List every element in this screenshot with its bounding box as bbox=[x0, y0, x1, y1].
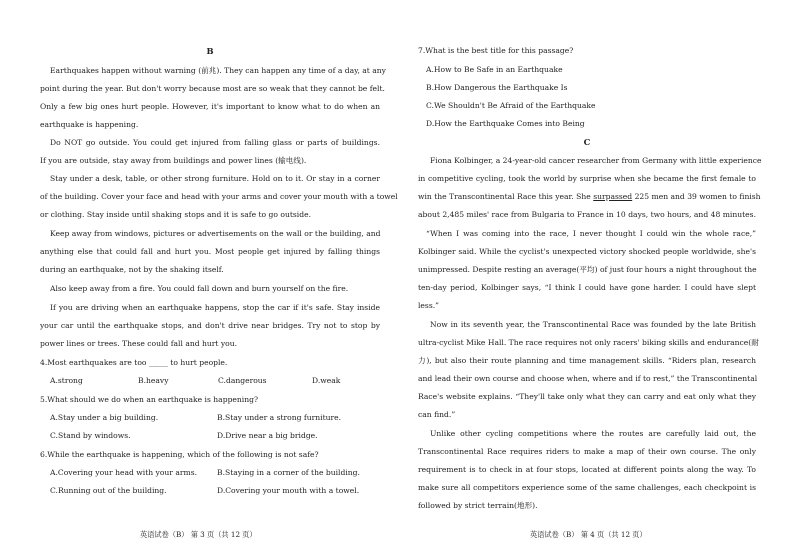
q6-option-b: B.Staying in a corner of the building. bbox=[217, 468, 360, 477]
passage-b-line: or clothing. Stay inside until shaking stops and it is safe to go outside. bbox=[40, 210, 311, 219]
passage-b-line: during an earthquake, not by the shaking itself. bbox=[40, 265, 224, 274]
passage-c-line: less.” bbox=[418, 301, 440, 310]
passage-c-line: Transcontinental Race requires riders to make a map of their own course. The only bbox=[418, 447, 756, 456]
q7-option-d: D.How the Earthquake Comes into Being bbox=[426, 119, 585, 128]
passage-c-line: and lead their own course and choose when, where and if to rest,” the Transcontinental bbox=[418, 374, 758, 383]
passage-c-line: Fiona Kolbinger, a 24-year-old cancer researcher from Germany with little experience bbox=[430, 156, 762, 165]
q6-option-a: A.Covering your head with your arms. bbox=[50, 468, 198, 477]
page-footer-left: 英语试卷（B） 第 3 页（共 12 页） bbox=[140, 530, 257, 539]
passage-c-line: “When I was coming into the race, I never thought I could win the whole race,” bbox=[426, 229, 756, 238]
passage-c-line: followed by strict terrain(地形). bbox=[418, 501, 538, 510]
q5-option-b: B.Stay under a strong furniture. bbox=[217, 413, 342, 422]
passage-b-line: point during the year. But don't worry because most are so weak that they cannot be felt. bbox=[40, 84, 385, 93]
q5-option-d: D.Drive near a big bridge. bbox=[217, 431, 318, 440]
q4-option-b: B.heavy bbox=[138, 376, 169, 385]
q7-option-b: B.How Dangerous the Earthquake Is bbox=[426, 83, 568, 92]
passage-b-line: Keep away from windows, pictures or advertisements on the wall or the building, and bbox=[50, 229, 381, 238]
passage-c-line: unimpressed. Despite resting an average(平均) of just four hours a night throughout the bbox=[418, 265, 757, 274]
passage-b-line: power lines or trees. These could fall and hurt you. bbox=[40, 339, 238, 348]
q7-option-a: A.How to Be Safe in an Earthquake bbox=[426, 65, 563, 74]
passage-b-line: anything else that could fall and hurt you. Most people get injured by falling things bbox=[40, 247, 380, 256]
question-4: 4.Most earthquakes are too _____ to hurt people. bbox=[40, 358, 228, 367]
passage-c-line: about 2,485 miles' race from Bulgaria to France in 10 days, two hours, and 48 minutes. bbox=[418, 210, 756, 219]
passage-b-line: If you are outside, stay away from buildings and power lines (输电线). bbox=[40, 156, 307, 165]
question-5: 5.What should we do when an earthquake is happening? bbox=[40, 395, 259, 404]
passage-c-line: win the Transcontinental Race this year. She surpassed 225 men and 39 women to finish bbox=[418, 192, 761, 201]
q6-option-c: C.Running out of the building. bbox=[50, 486, 167, 495]
page-footer-right: 英语试卷（B） 第 4 页（共 12 页） bbox=[530, 530, 647, 539]
passage-c-line: requirement is to check in at four stops, located at different points along the way. To bbox=[418, 465, 756, 474]
question-7: 7.What is the best title for this passage? bbox=[418, 46, 574, 55]
passage-c-line: Kolbinger said. While the cyclist's unexpected victory shocked people worldwide, she's bbox=[418, 247, 756, 256]
passage-b-line: of the building. Cover your face and head with your arms and cover your mouth with a towel bbox=[40, 192, 398, 201]
passage-c-line: can find.” bbox=[418, 410, 456, 419]
passage-b-line: Also keep away from a fire. You could fall down and burn yourself on the fire. bbox=[50, 284, 349, 293]
underlined-word: surpassed bbox=[593, 192, 633, 201]
passage-c-line: in competitive cycling, took the world by surprise when she became the first female to bbox=[418, 174, 756, 183]
passage-b-line: earthquake is happening. bbox=[40, 120, 139, 129]
passage-b-line: Earthquakes happen without warning (前兆). They can happen any time of a day, at any bbox=[50, 66, 386, 75]
passage-b-line: Only a few big ones hurt people. However, it's important to know what to do when an bbox=[40, 102, 380, 111]
passage-c-line: Race's website explains. “They'll take only what they can carry and eat only what they bbox=[418, 392, 756, 401]
passage-b-line: If you are driving when an earthquake happens, stop the car if it's safe. Stay inside bbox=[50, 303, 380, 312]
passage-c-line: 力), but also their route planning and time management skills. “Riders plan, research bbox=[418, 356, 756, 365]
passage-c-line: ten-day period, Kolbinger says, “I think I could have gone harder. I could have slept bbox=[418, 283, 756, 292]
question-6: 6.While the earthquake is happening, which of the following is not safe? bbox=[40, 450, 319, 459]
section-heading-b: B bbox=[206, 46, 214, 56]
q6-option-d: D.Covering your mouth with a towel. bbox=[217, 486, 360, 495]
q5-option-a: A.Stay under a big building. bbox=[50, 413, 159, 422]
passage-c-line: ultra-cyclist Mike Hall. The race requires not only racers' biking skills and endurance(耐 bbox=[418, 338, 759, 347]
q4-option-a: A.strong bbox=[50, 376, 83, 385]
q4-option-c: C.dangerous bbox=[218, 376, 267, 385]
section-heading-c: C bbox=[583, 137, 591, 147]
q7-option-c: C.We Shouldn't Be Afraid of the Earthquake bbox=[426, 101, 596, 110]
passage-b-line: your car until the earthquake stops, and don't drive near bridges. Try not to stop by bbox=[40, 321, 380, 330]
q4-option-d: D.weak bbox=[312, 376, 341, 385]
passage-b-line: Do NOT go outside. You could get injured from falling glass or parts of buildings. bbox=[50, 138, 380, 147]
passage-b-line: Stay under a desk, table, or other strong furniture. Hold on to it. Or stay in a corner bbox=[50, 174, 380, 183]
passage-c-line: Unlike other cycling competitions where the routes are carefully laid out, the bbox=[430, 429, 756, 438]
q5-option-c: C.Stand by windows. bbox=[50, 431, 131, 440]
passage-c-line: Now in its seventh year, the Transcontinental Race was founded by the late British bbox=[430, 320, 756, 329]
passage-c-line: make sure all competitors experience some of the same challenges, each checkpoint is bbox=[418, 483, 756, 492]
